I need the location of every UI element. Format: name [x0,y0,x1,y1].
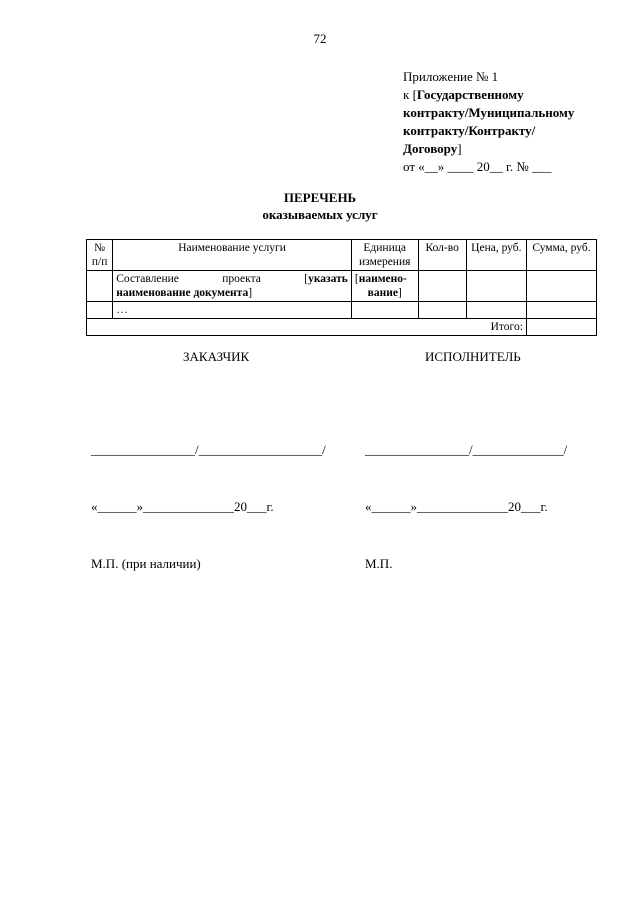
service-name-word-1: Составление [116,273,179,285]
cell-sum [526,302,596,319]
appendix-contract-ref-3: контракту/Контракту/ [403,123,536,138]
customer-title: ЗАКАЗЧИК [183,349,250,364]
header-price: Цена, руб. [466,240,526,271]
cell-sum [526,271,596,302]
service-name-word-2: проекта [222,273,261,285]
cell-qty [418,302,466,319]
cell-service-name [113,271,352,302]
service-name-placeholder-start: [указать [304,273,348,285]
title-line-1: ПЕРЕЧЕНЬ [283,190,357,205]
customer-signature-block [91,402,326,592]
total-value [526,319,596,336]
appendix-header [403,68,633,176]
cell-unit [351,302,418,319]
table-header-row [87,240,597,271]
header-name: Наименование услуги [113,240,352,271]
appendix-contract-ref-4: Договору] [403,141,462,156]
customer-stamp: М.П. (при наличии) [91,556,201,571]
page-number: 72 [313,31,327,46]
title-line-2: оказываемых услуг [262,207,378,222]
customer-sign-line: ________________/___________________/ [91,442,326,457]
cell-price [466,271,526,302]
service-name-line-2: наименование документа] [116,287,253,299]
table-row [87,302,597,319]
table-row [87,271,597,302]
document-title [0,189,640,223]
contractor-title: ИСПОЛНИТЕЛЬ [425,349,521,364]
appendix-date-line: от «__» ____ 20__ г. № ___ [403,159,552,174]
table-total-row [87,319,597,336]
appendix-contract-ref: к [Государственному [403,87,524,102]
cell-price [466,302,526,319]
contractor-date-line: «______»______________20___г. [365,499,548,514]
contractor-signature-block [365,402,567,592]
appendix-title: Приложение № 1 [403,69,499,84]
customer-date-line: «______»______________20___г. [91,499,274,514]
cell-qty [418,271,466,302]
header-num: № п/п [87,240,113,271]
services-table [86,239,597,336]
contractor-stamp: М.П. [365,556,393,571]
total-label: Итого: [87,319,527,336]
header-unit: Единица измерения [351,240,418,271]
appendix-contract-ref-2: контракту/Муниципальному [403,105,575,120]
header-sum: Сумма, руб. [526,240,596,271]
cell-num [87,302,113,319]
cell-service-name: … [113,302,352,319]
cell-num [87,271,113,302]
contractor-sign-line: ________________/______________/ [365,442,568,457]
header-qty: Кол-во [418,240,466,271]
cell-unit: [наимено- вание] [351,271,418,302]
